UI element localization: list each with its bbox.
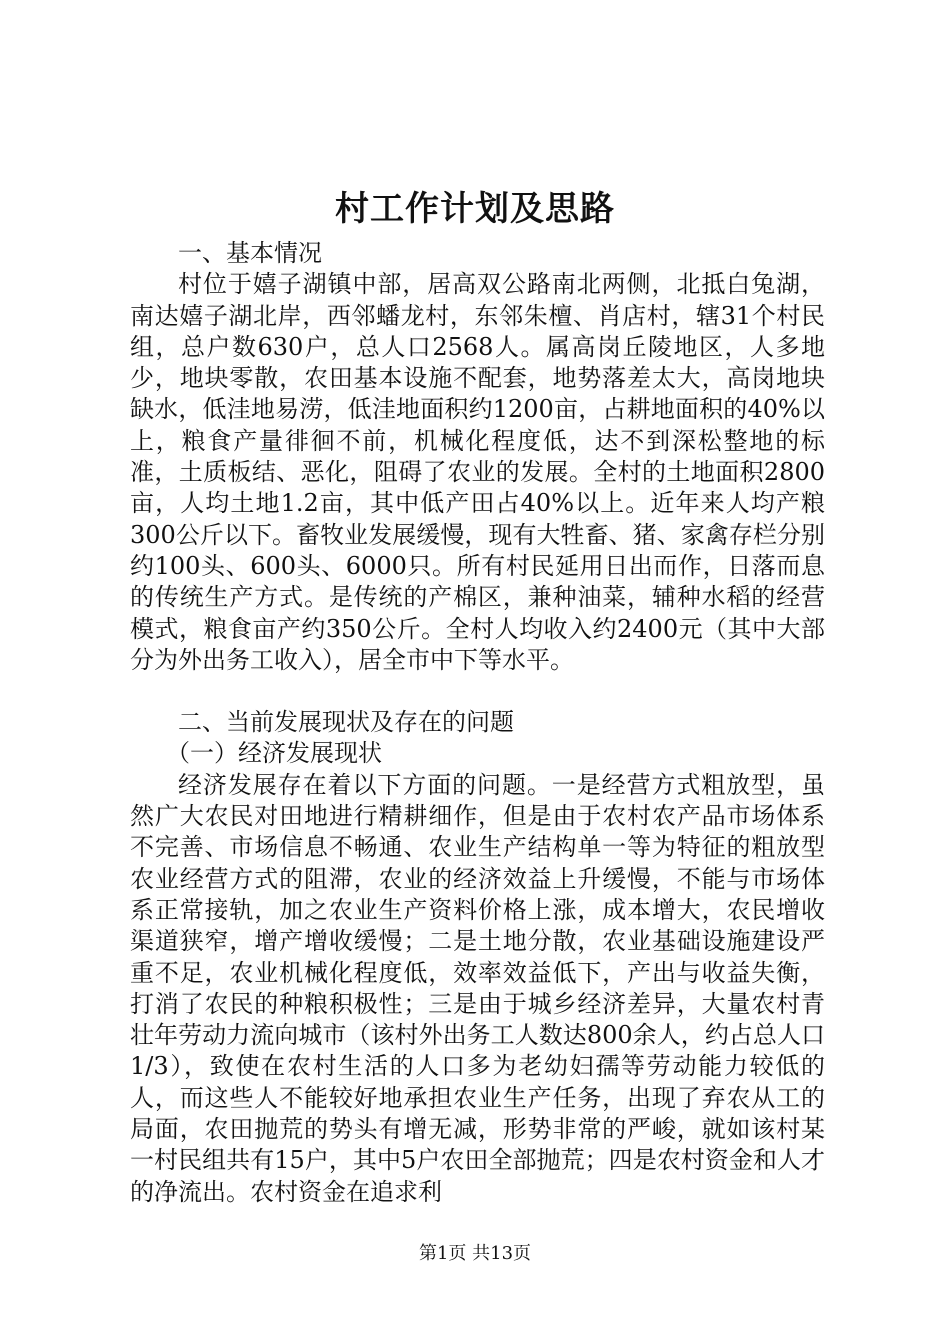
document-body	[130, 238, 825, 1208]
document-title: 村工作计划及思路	[335, 189, 615, 229]
subsection-heading-economy: （一）经济发展现状	[166, 739, 382, 768]
paragraph-basic-situation: 村位于嬉子湖镇中部，居高双公路南北两侧，北抵白兔湖，南达嬉子湖北岸，西邻蟠龙村，东邻朱檀、肖店村，辖31个村民组，总户数630户，总人口2568人。属高岗丘陵地区，人多地少，地块零散，农田基本设施不配套，地势落差太大，高岗地块缺水，低洼地易涝，低洼地面积约1200亩，占耕地面积的40%以上，粮食产量徘徊不前，机械化程度低，达不到深松整地的标准，土质板结、恶化，阻碍了农业的发展。全村的土地面积2800亩，人均土地1.2亩，其中低产田占40%以上。近年来人均产粮300公斤以下。畜牧业发展缓慢，现有大牲畜、猪、家禽存栏分别约100头、600头、6000只。所有村民延用日出而作，日落而息的传统生产方式。是传统的产棉区，兼种油菜，辅种水稻的经营模式，粮食亩产约350公斤。全村人均收入约2400元（其中大部分为外出务工收入），居全市中下等水平。	[130, 270, 825, 674]
page-footer: 第1页 共13页	[418, 1243, 532, 1264]
paragraph-spacer	[130, 676, 825, 707]
section-heading-basic-situation: 一、基本情况	[178, 239, 322, 267]
paragraph-economy: 经济发展存在着以下方面的问题。一是经营方式粗放型，虽然广大农民对田地进行精耕细作，但是由于农村农产品市场体系不完善、市场信息不畅通、农业生产结构单一等为特征的粗放型农业经营方式的阻滞，农业的经济效益上升缓慢，不能与市场体系正常接轨，加之农业生产资料价格上涨，成本增大，农民增收渠道狭窄，增产增收缓慢；二是土地分散，农业基础设施建设严重不足，农业机械化程度低，效率效益低下，产出与收益失衡，打消了农民的种粮积极性；三是由于城乡经济差异，大量农村青壮年劳动力流向城市（该村外出务工人数达800余人，约占总人口1/3），致使在农村生活的人口多为老幼妇孺等劳动能力较低的人，而这些人不能较好地承担农业生产任务，出现了弃农从工的局面，农田抛荒的势头有增无减，形势非常的严峻，就如该村某一村民组共有15户，其中5户农田全部抛荒；四是农村资金和人才的净流出。农村资金在追求利	[130, 770, 825, 1206]
section-heading-current-status: 二、当前发展现状及存在的问题	[178, 708, 514, 737]
